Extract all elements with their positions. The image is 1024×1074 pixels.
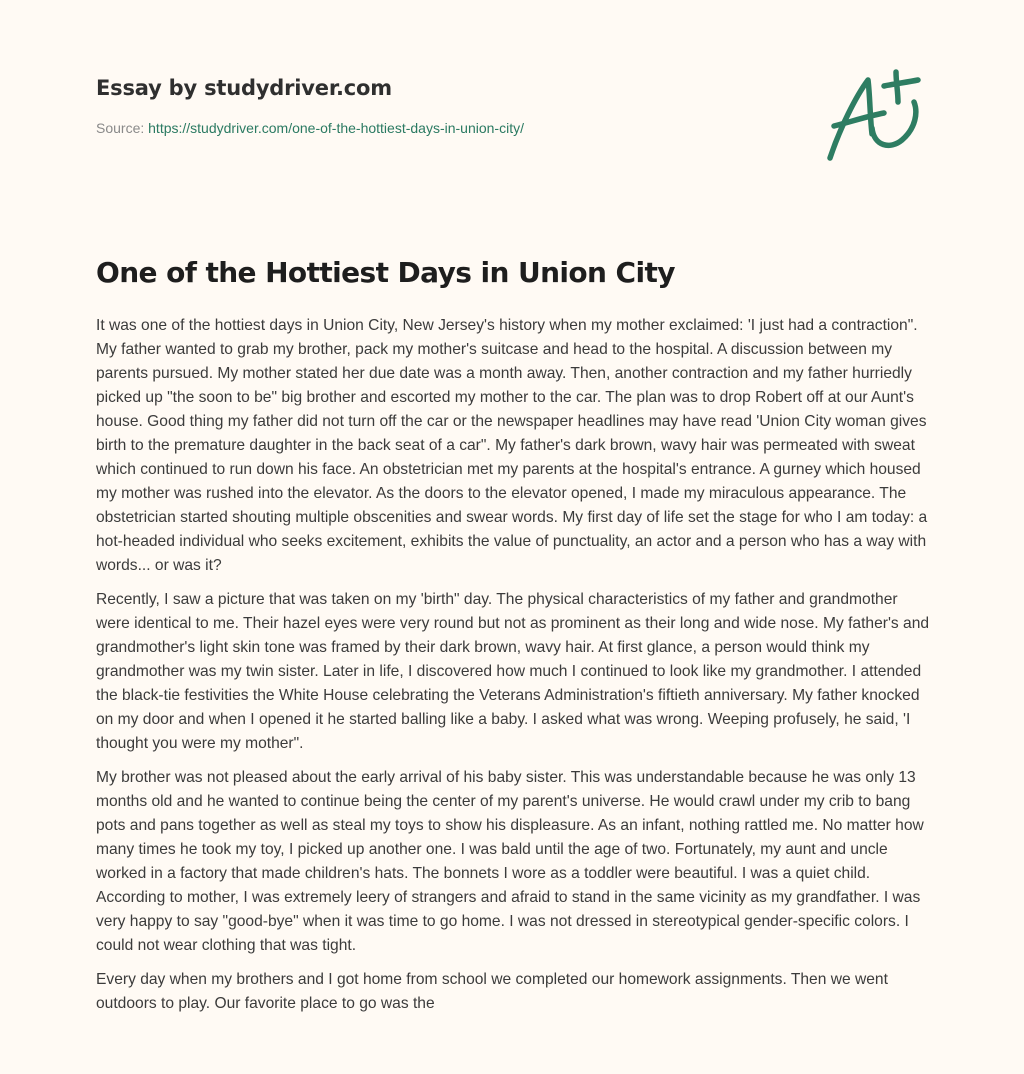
essay-paragraph: My brother was not pleased about the early arrival of his baby sister. This was understandable because he was only 13 months old and he wanted to continue being the center of my parent's universe. He would crawl under my crib to bang pots and pans together as well as steal my toys to show his displeasure. As an infant, nothing rattled me. No matter how many times he took my toy, I picked up another one. I was bald until the age of two. Fortunately, my aunt and uncle worked in a factory that made children's hats. The bonnets I wore as a toddler were beautiful. I was a quiet child. According to mother, I was extremely leery of strangers and afraid to stand in the same vicinity as my grandfather. I was very happy to say "good-bye" when it was time to go home. I was not dressed in stereotypical gender-specific colors. I could not wear clothing that was tight.: [96, 769, 924, 954]
page-header: [96, 76, 524, 136]
a-plus-grade-icon: [822, 66, 928, 164]
essay-paragraph: It was one of the hottiest days in Union City, New Jersey's history when my mother exclaimed: 'I just had a contraction". My father wanted to grab my brother, pack my mother's suitcase and head to the hospital. A discussion between my parents pursued. My mother stated her due date was a month away. Then, another contraction and my father hurriedly picked up "the soon to be" big brother and escorted my mother to the car. The plan was to drop Robert off at our Aunt's house. Good thing my father did not turn off the car or the newspaper headlines may have read 'Union City woman gives birth to the premature daughter in the back seat of a car". My father's dark brown, wavy hair was permeated with sweat which continued to run down his face. An obstetrician met my parents at the hospital's entrance. A gurney which housed my mother was rushed into the elevator. As the doors to the elevator opened, I made my miraculous appearance. The obstetrician started shouting multiple obscenities and swear words. My first day of life set the stage for who I am today: a hot-headed individual who seeks excitement, exhibits the value of punctuality, an actor and a person who has a way with words... or was it?: [96, 317, 928, 574]
essay-paragraph: Recently, I saw a picture that was taken on my 'birth" day. The physical characteristics of my father and grandmother were identical to me. Their hazel eyes were very round but not as prominent as their long and wide nose. My father's and grandmother's light skin tone was framed by their dark brown, wavy hair. At first glance, a person would think my grandmother was my twin sister. Later in life, I discovered how much I continued to look like my grandmother. I attended the black-tie festivities the White House celebrating the Veterans Administration's fiftieth anniversary. My father knocked on my door and when I opened it he started balling like a baby. I asked what was wrong. Weeping profusely, he said, 'I thought you were my mother".: [96, 591, 930, 752]
source-line: [96, 120, 524, 136]
site-title: Essay by studydriver.com: [96, 76, 392, 100]
source-link[interactable]: https://studydriver.com/one-of-the-hottiest-days-in-union-city/: [148, 120, 524, 136]
essay-paragraph: Every day when my brothers and I got home from school we completed our homework assignments. Then we went outdoors to play. Our favorite place to go was the: [96, 971, 888, 1012]
essay-body: [96, 314, 934, 1026]
essay-title: One of the Hottiest Days in Union City: [96, 256, 675, 289]
source-label: Source:: [96, 120, 145, 136]
